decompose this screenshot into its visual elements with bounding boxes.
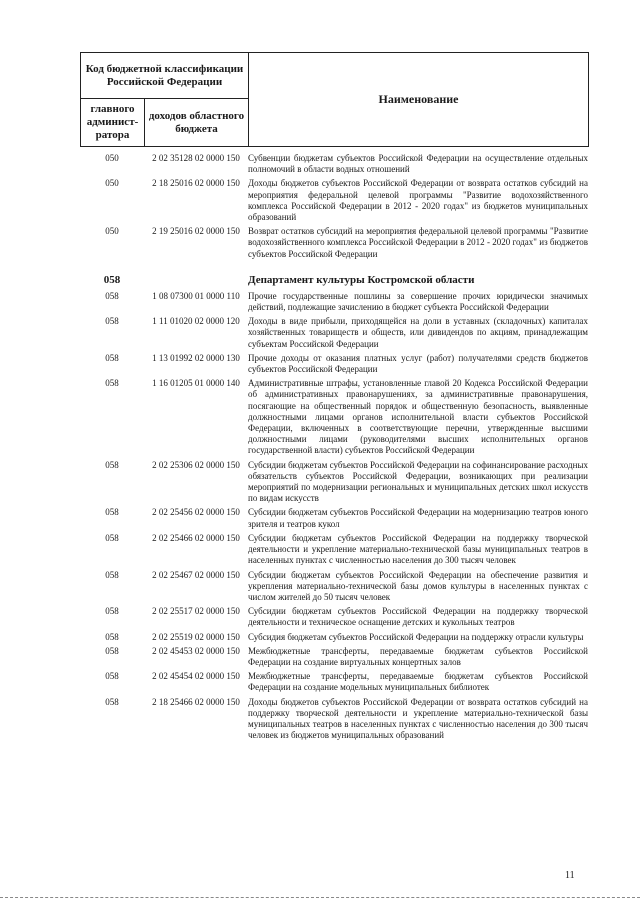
admin-code: 058 — [105, 459, 119, 470]
table-row — [80, 671, 588, 693]
table-body — [80, 153, 588, 741]
revenue-code: 2 02 25467 02 0000 150 — [152, 569, 240, 580]
table-row — [80, 378, 588, 456]
admin-code: 050 — [105, 226, 119, 237]
table-row — [80, 291, 588, 313]
admin-code: 058 — [105, 316, 119, 327]
revenue-code: 2 02 45453 02 0000 150 — [152, 645, 240, 656]
table-row — [80, 178, 588, 223]
header-classification-code: Код бюджетной классификации Российской Федерации — [81, 53, 249, 99]
department-row — [80, 274, 588, 287]
table-row — [80, 533, 588, 567]
revenue-name: Административные штрафы, установленные главой 20 Кодекса Российской Федерации об административных правонарушениях, за административные правонарушения, посягающие на общественный порядок и общественную безопасность, выявленные должностными лицами органов исполнительной власти субъектов Российской Федерации, включенных в соответствующие перечни, утвержденные высшими должностными лицами (руководителями высших исполнительных органов государственной власти) субъектов Российской Федерации — [248, 378, 588, 456]
revenue-code: 2 02 35128 02 0000 150 — [152, 153, 240, 163]
revenue-name: Прочие доходы от оказания платных услуг (работ) получателями средств бюджетов субъектов Российской Федерации — [248, 352, 588, 375]
table-row — [80, 353, 588, 375]
table-row — [80, 570, 588, 604]
table-row — [80, 697, 588, 742]
revenue-name: Субсидия бюджетам субъектов Российской Федерации на поддержку отрасли культуры — [248, 631, 584, 642]
revenue-code: 2 02 25517 02 0000 150 — [152, 606, 240, 617]
revenue-name: Департамент культуры Костромской области — [248, 273, 475, 286]
revenue-code: 1 13 01992 02 0000 130 — [152, 352, 240, 363]
revenue-name: Доходы бюджетов субъектов Российской Федерации от возврата остатков субсидий на мероприятия федеральной целевой программы "Развитие водохозяйственного комплекса Российской Федерации в 2012 - 2020 годах" из бюджетов муниципальных образований — [248, 178, 588, 223]
table-row — [80, 153, 588, 175]
table-row — [80, 226, 588, 260]
admin-code: 058 — [105, 532, 119, 543]
admin-code: 050 — [105, 153, 119, 163]
revenue-code: 2 02 25466 02 0000 150 — [152, 532, 240, 543]
revenue-name: Межбюджетные трансферты, передаваемые бюджетам субъектов Российской Федерации на создание модельных муниципальных библиотек — [248, 671, 588, 693]
revenue-name: Прочие государственные пошлины за совершение прочих юридически значимых действий, подлежащие зачислению в бюджет субъекта Российской Федерации — [248, 290, 588, 313]
revenue-code: 2 02 25306 02 0000 150 — [152, 459, 240, 470]
table-row — [80, 460, 588, 505]
revenue-name: Доходы бюджетов субъектов Российской Федерации от возврата остатков субсидий на поддержку творческой деятельности и укрепление материально-технической базы муниципальных театров в населенных пунктах с численностью населения до 300 тысяч человек из бюджетов муниципальных образований — [248, 696, 588, 741]
revenue-name: Субсидии бюджетам субъектов Российской Федерации на модернизацию театров юного зрителя и театров кукол — [248, 507, 588, 529]
table-header — [80, 52, 589, 147]
revenue-code: 2 02 25456 02 0000 150 — [152, 507, 240, 518]
revenue-code: 2 18 25466 02 0000 150 — [152, 696, 240, 707]
admin-code: 058 — [105, 507, 119, 518]
revenue-name: Субсидии бюджетам субъектов Российской Федерации на софинансирование расходных обязательств субъектов Российской Федерации, возникающих при реализации мероприятий по модернизации региональных и муниципальных детских школ искусств по видам искусств — [248, 459, 588, 504]
admin-code: 058 — [105, 352, 119, 363]
admin-code: 058 — [105, 569, 119, 580]
revenue-code: 1 11 01020 02 0000 120 — [152, 316, 240, 327]
admin-code: 058 — [105, 378, 119, 389]
header-name: Наименование — [249, 53, 589, 147]
admin-code: 058 — [103, 273, 121, 286]
revenue-code: 2 19 25016 02 0000 150 — [152, 226, 240, 237]
revenue-code: 1 08 07300 01 0000 110 — [152, 290, 240, 301]
admin-code: 058 — [105, 606, 119, 617]
admin-code: 050 — [105, 178, 119, 189]
table-row — [80, 606, 588, 628]
table-row — [80, 646, 588, 668]
admin-code: 058 — [105, 290, 119, 301]
page-number: 11 — [565, 870, 575, 881]
admin-code: 058 — [105, 631, 119, 642]
revenue-code: 2 02 25519 02 0000 150 — [152, 631, 240, 642]
revenue-name: Субсидии бюджетам субъектов Российской Федерации на обеспечение развития и укрепления материально-технической базы домов культуры в населенных пунктах с числом жителей до 50 тысяч человек — [248, 569, 588, 602]
table-row — [80, 632, 588, 643]
revenue-name: Доходы в виде прибыли, приходящейся на доли в уставных (складочных) капиталах хозяйственных товариществ и обществ, или дивидендов по акциям, принадлежащим субъектам Российской Федерации — [248, 316, 588, 349]
header-revenue: доходов областного бюджета — [145, 99, 249, 147]
table-row — [80, 507, 588, 529]
admin-code: 058 — [105, 696, 119, 707]
table-row — [80, 316, 588, 350]
revenue-name: Межбюджетные трансферты, передаваемые бюджетам субъектов Российской Федерации на создание виртуальных концертных залов — [248, 645, 588, 667]
revenue-code: 2 02 45454 02 0000 150 — [152, 671, 240, 682]
bottom-edge-line — [0, 897, 640, 898]
revenue-name: Возврат остатков субсидий на мероприятия федеральной целевой программы "Развитие водохозяйственного комплекса Российской Федерации в 2012 - 2020 годах" из бюджетов субъектов Российской Федерации — [248, 226, 588, 259]
admin-code: 058 — [105, 645, 119, 656]
revenue-name: Субсидии бюджетам субъектов Российской Федерации на поддержку творческой деятельности и техническое оснащение детских и кукольных театров — [248, 606, 588, 628]
revenue-code: 1 16 01205 01 0000 140 — [152, 378, 240, 389]
revenue-name: Субсидии бюджетам субъектов Российской Федерации на поддержку творческой деятельности и укрепление материально-технической базы муниципальных театров в населенных пунктах с численностью населения до 300 тысяч человек — [248, 532, 588, 566]
admin-code: 058 — [105, 671, 119, 682]
header-admin: главного админист-ратора — [81, 99, 145, 147]
revenue-code: 2 18 25016 02 0000 150 — [152, 178, 240, 189]
revenue-name: Субвенции бюджетам субъектов Российской Федерации на осуществление отдельных полномочий в области водных отношений — [248, 153, 588, 175]
